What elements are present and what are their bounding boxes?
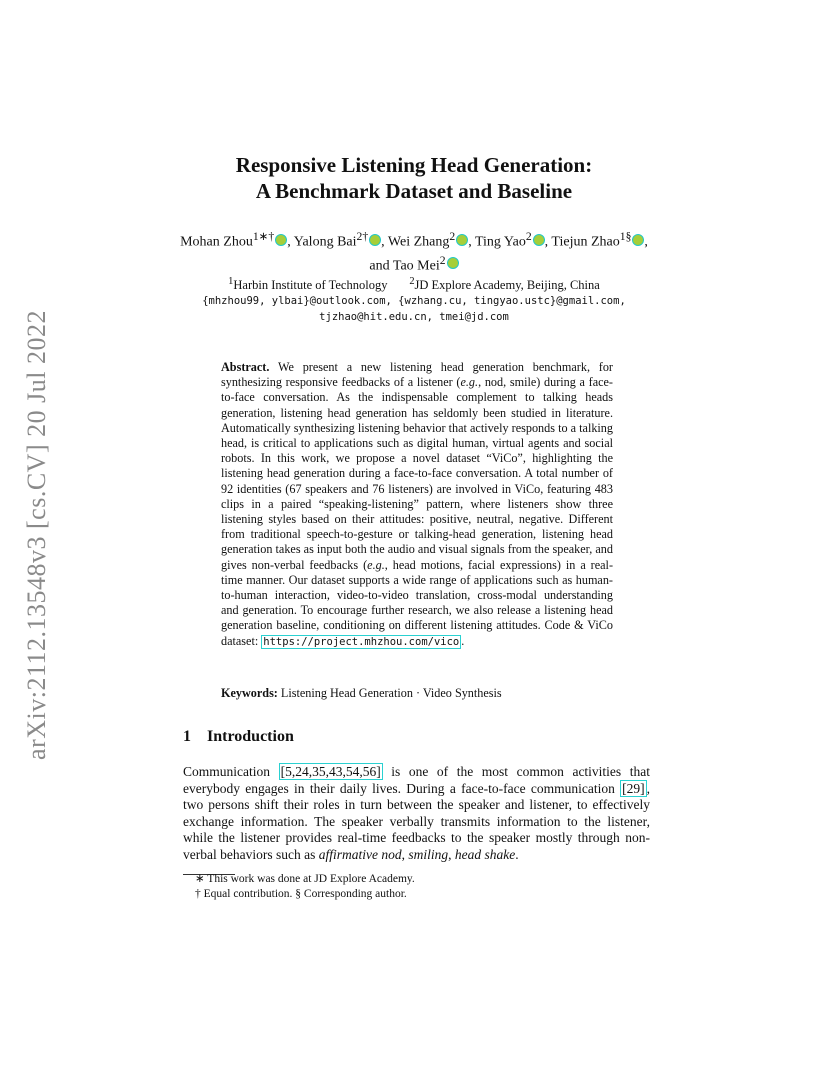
author-list: Mohan Zhou$^{1∗\dagger}$ , Yalong Bai$^{2\dagger}$ , Wei Zhang$^2$ , Ting Yao$^2$ , Tiejun Zhao$^{1\S}$ , and Tao Mei$^2$ bbox=[180, 230, 648, 274]
author-affil-sup: 1∗† bbox=[252, 230, 275, 243]
body-text: is one of the most common activities that everybody engages in their daily lives. During a face-to-face communication bbox=[183, 764, 650, 796]
abstract-text: We present a new listening head generation benchmark, for synthesizing responsive feedbacks of a listener ( bbox=[221, 360, 613, 390]
body-text: , two persons shift their roles in turn between the speaker and listener, to effectively exchange information. The speaker verbally transmits information to the listener, while the listener provides real-time feedbacks to the speaker mostly through non-verbal behaviors such as bbox=[183, 780, 650, 862]
citation-link[interactable]: [5,24,35,43,54,56] bbox=[280, 764, 381, 779]
affiliation-1: Harbin Institute of Technology bbox=[233, 278, 388, 293]
orcid-icon[interactable] bbox=[533, 234, 545, 246]
keywords-text: Listening Head Generation · Video Synthesis bbox=[280, 686, 502, 700]
abstract-label: Abstract. bbox=[221, 360, 270, 374]
orcid-icon[interactable] bbox=[275, 234, 287, 246]
section-number: 1 bbox=[183, 728, 191, 745]
author-affil-sup: 2 bbox=[449, 230, 456, 243]
author-affil-sup: 1§ bbox=[619, 230, 632, 243]
body-text: , bbox=[401, 846, 409, 862]
affil-sup: 2 bbox=[409, 276, 415, 287]
author-name: and Tao Mei bbox=[369, 258, 440, 274]
arxiv-id-label: arXiv:2112.13548v3 [cs.CV] 20 Jul 2022 bbox=[22, 310, 51, 760]
footnotes bbox=[195, 872, 415, 902]
author-name: Yalong Bai bbox=[293, 234, 357, 250]
abstract-text: , head motions, facial expressions) in a real-time manner. Our dataset supports a wide range of applications such as human-to-human interaction, video-to-video translation, cross-modal understanding and generation. To encourage further research, we also release a listening head generation baseline, conditioning on different listening attitudes. Code & ViCo dataset: bbox=[221, 557, 613, 648]
author-affil-sup: 2 bbox=[525, 230, 532, 243]
footnote-1: ∗ This work was done at JD Explore Academy. bbox=[195, 873, 415, 885]
body-text: , bbox=[448, 846, 455, 862]
keywords-label: Keywords: bbox=[221, 686, 278, 700]
body-text: . bbox=[515, 846, 519, 862]
affiliation-2: JD Explore Academy, Beijing, China bbox=[414, 278, 600, 293]
keywords bbox=[221, 686, 613, 701]
author-name: Wei Zhang bbox=[387, 234, 450, 250]
author-name: Ting Yao bbox=[474, 234, 526, 250]
author-affil-sup: 2† bbox=[356, 230, 369, 243]
orcid-icon[interactable] bbox=[369, 234, 381, 246]
footnote-2: † Equal contribution. § Corresponding author. bbox=[195, 888, 407, 900]
dataset-url-link[interactable]: https://project.mhzhou.com/vico bbox=[263, 635, 460, 648]
body-text: Communication bbox=[183, 764, 279, 779]
author-name: Mohan Zhou bbox=[180, 234, 253, 250]
orcid-icon[interactable] bbox=[447, 257, 459, 269]
abstract-eg: e.g. bbox=[367, 557, 385, 572]
abstract-text: , nod, smile) during a face-to-face conversation. As the indispensable complement to talking heads generation, listening head generation has seldomly been studied in literature. Automatically synthesizing listening behavior that actively responds to a talking head, is critical to applications such as digital human, virtual agents and social robots. In this work, we propose a novel dataset “ViCo”, highlighting the listening head generation during a face-to-face conversation. A total number of 92 identities (67 speakers and 76 listeners) are involved in ViCo, featuring 483 clips in a paired “speaking-listening” pattern, where listeners show three listening styles based on their attitudes: positive, neutral, negative. Different from traditional speech-to-gesture or talking-head generation, listening head generation takes as input both the audio and visual signals from the speaker, and gives non-verbal feedbacks ( bbox=[221, 375, 613, 572]
orcid-icon[interactable] bbox=[632, 234, 644, 246]
arxiv-sidebar-stamp bbox=[17, 300, 57, 770]
abstract bbox=[221, 360, 613, 650]
emails-line-2: tjzhao@hit.edu.cn, tmei@jd.com bbox=[319, 311, 509, 324]
emphasis-text: affirmative nod bbox=[318, 846, 402, 862]
section-title: Introduction bbox=[207, 728, 294, 745]
author-affil-sup: 2 bbox=[439, 253, 446, 267]
emails-line-1: {mhzhou99, ylbai}@outlook.com, {wzhang.cu, tingyao.ustc}@gmail.com, bbox=[202, 295, 626, 308]
intro-paragraph bbox=[183, 764, 650, 864]
affiliations bbox=[150, 274, 678, 325]
author-name: Tiejun Zhao bbox=[551, 234, 620, 250]
section-heading bbox=[183, 728, 294, 746]
paper-title bbox=[150, 152, 678, 204]
abstract-eg: e.g. bbox=[460, 375, 479, 390]
emphasis-text: smiling bbox=[408, 846, 449, 862]
affil-sup: 1 bbox=[228, 276, 234, 287]
citation-link[interactable]: [29] bbox=[622, 780, 645, 796]
title-line-2: A Benchmark Dataset and Baseline bbox=[255, 179, 573, 203]
title-line-1: Responsive Listening Head Generation: bbox=[235, 153, 593, 177]
emphasis-text: head shake bbox=[454, 846, 516, 862]
abstract-period: . bbox=[461, 633, 465, 648]
orcid-icon[interactable] bbox=[456, 234, 468, 246]
